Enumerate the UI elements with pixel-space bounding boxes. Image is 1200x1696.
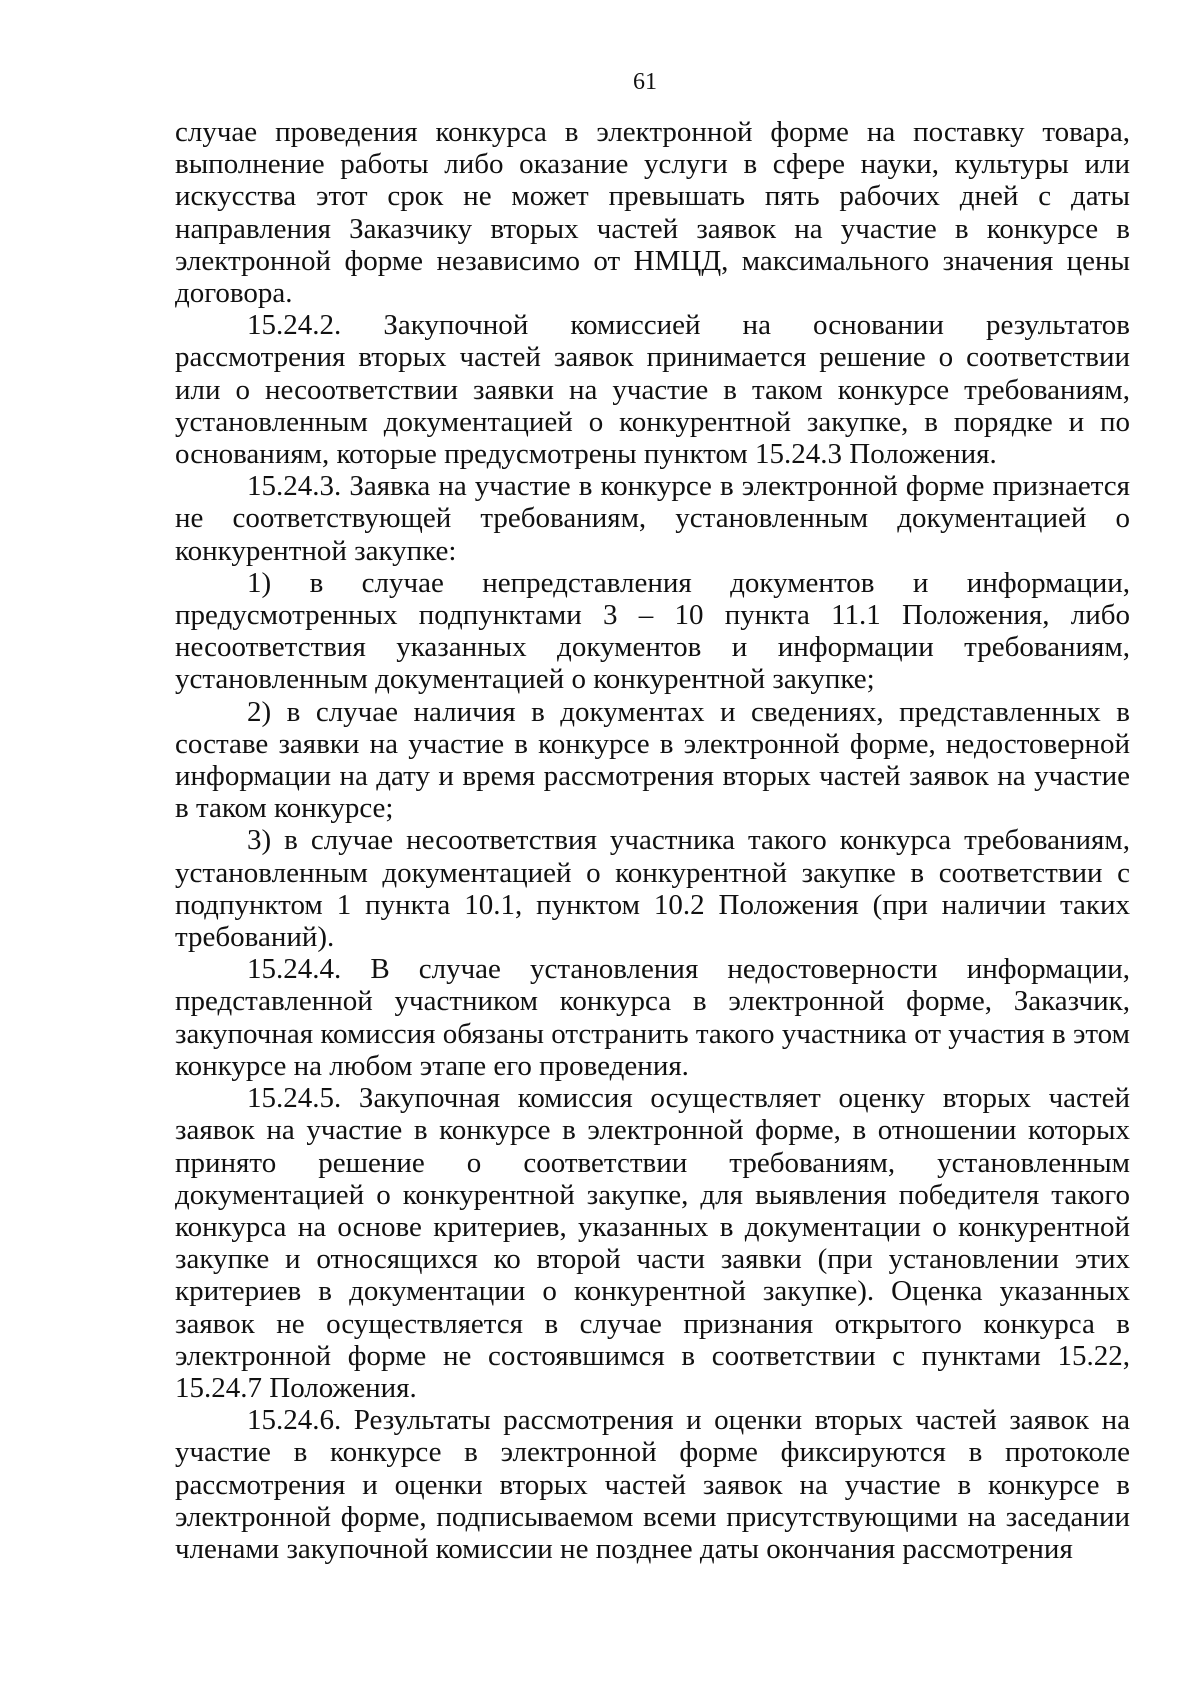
page-number: 61: [633, 69, 657, 95]
list-item-1: 1) в случае непредставления документов и информации, предусмотренных подпунктами 3 – 10 пункта 11.1 Положения, либо несоответствия указанных документов и информации требованиям, установленным документацией о конкурентной закупке;: [175, 566, 1130, 696]
paragraph-15-24-3: 15.24.3. Заявка на участие в конкурсе в электронной форме признается не соответствующей требованиям, установленным документацией о конкурентной закупке:: [175, 470, 1130, 567]
document-body: [175, 116, 1130, 1565]
paragraph-continuation: случае проведения конкурса в электронной форме на поставку товара, выполнение работы либо оказание услуги в сфере науки, культуры или искусства этот срок не может превышать пять рабочих дней с даты направления Заказчику вторых частей заявок на участие в конкурсе в электронной форме независимо от НМЦД, максимального значения цены договора.: [175, 116, 1130, 310]
paragraph-15-24-2: 15.24.2. Закупочной комиссией на основании результатов рассмотрения вторых частей заявок принимается решение о соответствии или о несоответствии заявки на участие в таком конкурсе требованиям, установленным документацией о конкурентной закупке, в порядке и по основаниям, которые предусмотрены пунктом 15.24.3 Положения.: [175, 309, 1130, 471]
paragraph-15-24-6: 15.24.6. Результаты рассмотрения и оценки вторых частей заявок на участие в конкурсе в электронной форме фиксируются в протоколе рассмотрения и оценки вторых частей заявок на участие в конкурсе в электронной форме, подписываемом всеми присутствующими на заседании членами закупочной комиссии не позднее даты окончания рассмотрения: [175, 1404, 1130, 1565]
paragraph-15-24-5: 15.24.5. Закупочная комиссия осуществляет оценку вторых частей заявок на участие в конкурсе в электронной форме, в отношении которых принято решение о соответствии требованиям, установленным документацией о конкурентной закупке, для выявления победителя такого конкурса на основе критериев, указанных в документации о конкурентной закупке и относящихся ко второй части заявки (при установлении этих критериев в документации о конкурентной закупке). Оценка указанных заявок не осуществляется в случае признания открытого конкурса в электронной форме не состоявшимся в соответствии с пунктами 15.22, 15.24.7 Положения.: [175, 1082, 1130, 1404]
list-item-3: 3) в случае несоответствия участника такого конкурса требованиям, установленным документацией о конкурентной закупке в соответствии с подпунктом 1 пункта 10.1, пунктом 10.2 Положения (при наличии таких требований).: [175, 824, 1130, 954]
list-item-2: 2) в случае наличия в документах и сведениях, представленных в составе заявки на участие в конкурсе в электронной форме, недостоверной информации на дату и время рассмотрения вторых частей заявок на участие в таком конкурсе;: [175, 695, 1130, 825]
paragraph-15-24-4: 15.24.4. В случае установления недостоверности информации, представленной участником конкурса в электронной форме, Заказчик, закупочная комиссия обязаны отстранить такого участника от участия в этом конкурсе на любом этапе его проведения.: [175, 953, 1130, 1082]
